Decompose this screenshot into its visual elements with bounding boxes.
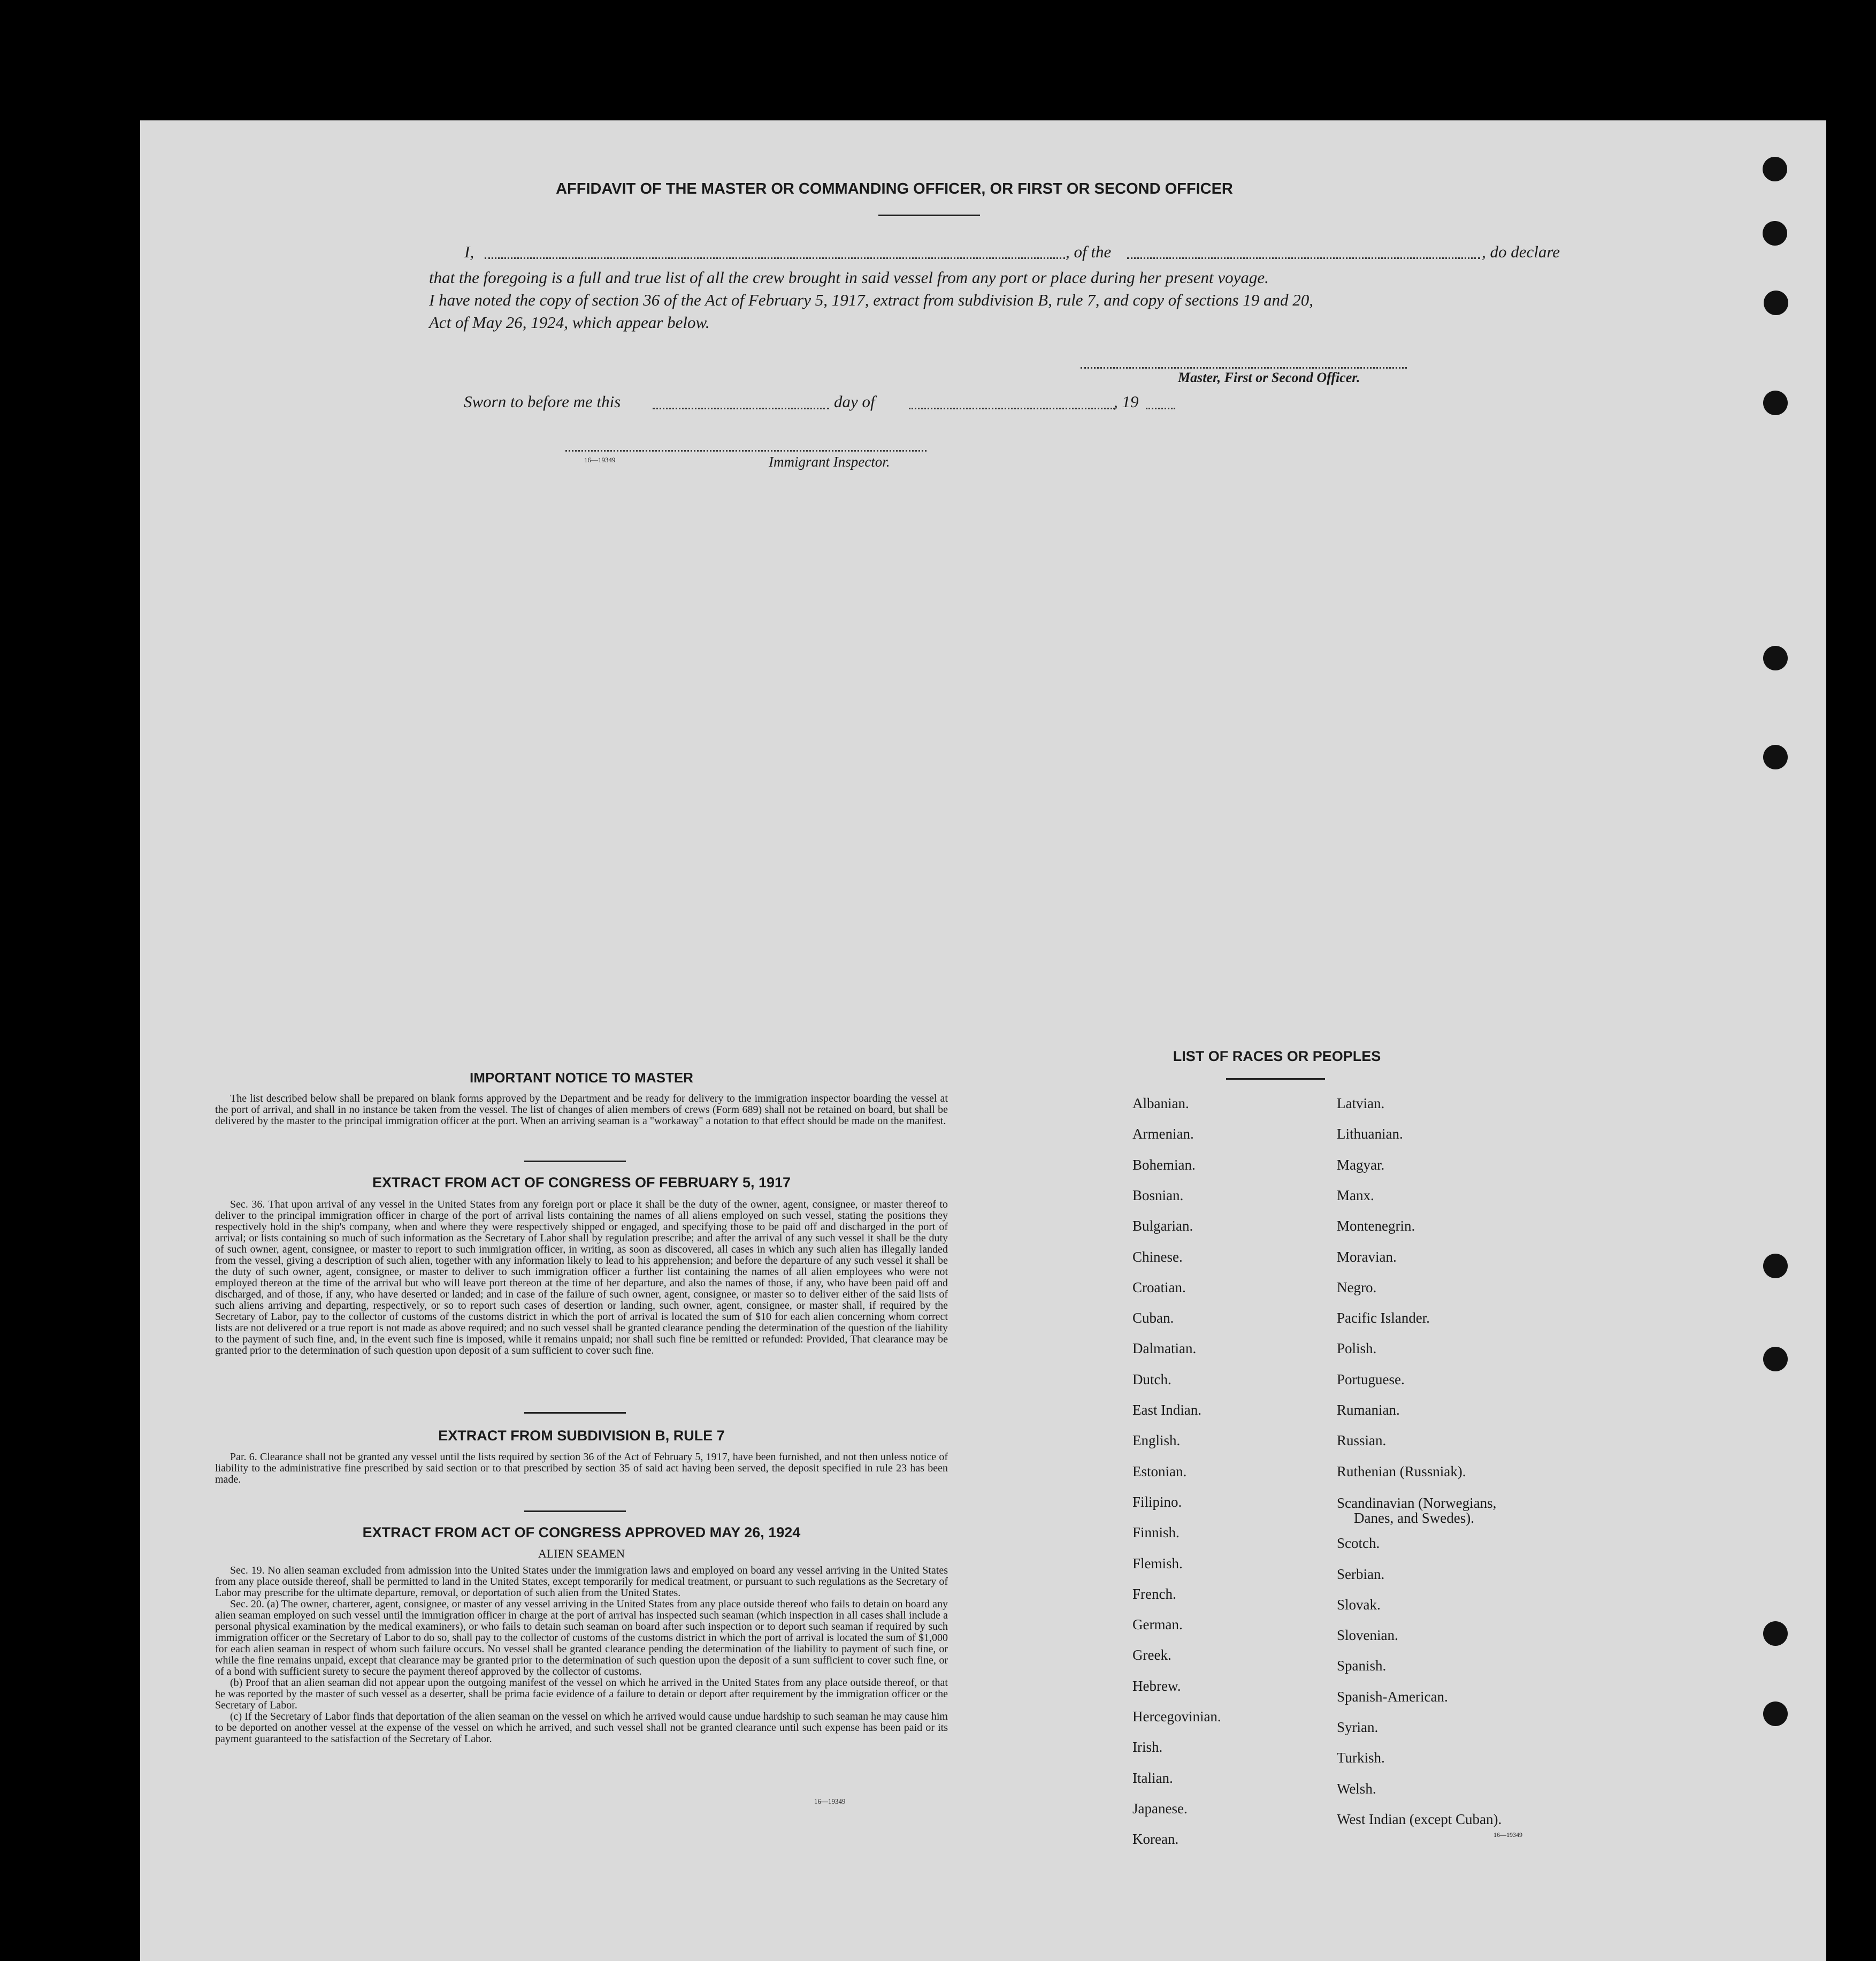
race-item: Polish. [1337,1340,1377,1357]
race-item: Hebrew. [1132,1677,1181,1694]
title-underline [878,215,980,216]
rule7-body: Par. 6. Clearance shall not be granted any vessel until the lists required by section 36 of the Act of February 5, 1917, have been furnished, and not then unless notice of liability to the administrative fine prescribed by said section or to that prescribed by section 35 of said act having been served, the deposit specified in rule 23 has been made. [215,1451,948,1485]
affidavit-line4: Act of May 26, 1924, which appear below. [429,313,710,332]
race-item: Greek. [1132,1647,1171,1664]
binder-hole [1763,157,1787,181]
sworn-month-blank[interactable] [909,408,1115,409]
race-item: Japanese. [1132,1800,1188,1817]
binder-hole [1763,646,1788,670]
extract-1917-title: EXTRACT FROM ACT OF CONGRESS OF FEBRUARY 5, 1917 [372,1174,791,1191]
name-blank[interactable] [485,257,1065,259]
affidavit-title: AFFIDAVIT OF THE MASTER OR COMMANDING OFFICER, OR FIRST OR SECOND OFFICER [556,180,1233,197]
race-item: Estonian. [1132,1463,1187,1479]
race-item: Slovak. [1337,1596,1381,1613]
race-item: Bosnian. [1132,1187,1184,1203]
binder-hole [1763,745,1788,769]
race-item: German. [1132,1616,1183,1633]
race-item: Negro. [1337,1279,1377,1295]
rule7-title: EXTRACT FROM SUBDIVISION B, RULE 7 [438,1428,725,1444]
race-item: Armenian. [1132,1126,1194,1142]
binder-hole [1763,391,1788,415]
affidavit-line1-i: I, [464,242,474,261]
race-item: Rumanian. [1337,1402,1400,1418]
affidavit-line1-declare: , do declare [1482,242,1560,261]
race-item: Russian. [1337,1432,1387,1449]
race-item: Danes, and Swedes). [1354,1509,1474,1526]
section-20a-paragraph: Sec. 20. (a) The owner, charterer, agent, consignee, or master of any vessel arriving in the United States from any place outside thereof who fails to detain on board any alien seaman employed on such vessel until the immigration officer in charge at the port of arrival has inspected such seaman (which inspection in all cases shall include a personal physical examination by the medical examiners), or who fails to detain such seaman on board after such inspection or to deport such seaman if required by such immigration officer or the Secretary of Labor to do so, shall pay to the collector of customs of the customs district in which the port of arrival is located the sum of $1,000 for each alien seaman in respect of whom such failure occurs. No vessel shall be granted clearance pending the determination of the liability to payment of such fine, or while the fine remains unpaid, except that clearance may be granted prior to the determination of such question upon the deposit of a sum sufficient to cover such fine, or of a bond with sufficient surety to secure the payment thereof approved by the collector of customs. [215,1598,948,1677]
inspector-blank[interactable] [565,450,926,452]
extract-1924-title: EXTRACT FROM ACT OF CONGRESS APPROVED MAY 26, 1924 [362,1524,801,1540]
race-item: Bohemian. [1132,1156,1196,1173]
binder-hole [1763,1347,1788,1371]
race-item: Hercegovinian. [1132,1708,1221,1725]
affidavit-form-number: 16—19349 [584,456,616,464]
section-19-paragraph: Sec. 19. No alien seaman excluded from admission into the United States under the immigration laws and employed on board any vessel arriving in the United States from any place outside thereof, shall be permitted to land in the United States, except temporarily for medical treatment, or pursuant to such regulations as the Secretary of Labor may prescribe for the ultimate departure, removal, or deportation of such alien from the United States. [215,1565,948,1599]
signature-label: Master, First or Second Officer. [1178,370,1360,385]
race-item: Albanian. [1132,1095,1189,1111]
race-item: English. [1132,1432,1181,1449]
race-item: Italian. [1132,1769,1173,1786]
race-item: Magyar. [1337,1156,1385,1173]
race-item: Scandinavian (Norwegians, [1337,1494,1497,1511]
race-item: Spanish. [1337,1658,1387,1674]
race-item: Dalmatian. [1132,1340,1197,1357]
section-20c-paragraph: (c) If the Secretary of Labor finds that deportation of the alien seaman on the vessel on which he arrived would cause undue hardship to such seaman he may cause him to be deported on another vessel at the expense of the vessel on which he arrived, and such vessel shall not be granted clearance until such expense has been paid or its payment guaranteed to the satisfaction of the Secretary of Labor. [215,1711,948,1745]
race-item: Syrian. [1337,1719,1379,1735]
race-item: Pacific Islander. [1337,1310,1430,1326]
race-item: Spanish-American. [1337,1688,1448,1705]
races-underline [1226,1078,1325,1080]
race-item: Finnish. [1132,1524,1180,1541]
race-item: Portuguese. [1337,1371,1405,1387]
sworn-text: Sworn to before me this [464,392,621,411]
race-item: Ruthenian (Russniak). [1337,1463,1466,1479]
race-item: Flemish. [1132,1555,1183,1571]
binder-hole [1763,1621,1788,1646]
divider-2 [524,1412,626,1414]
race-item: West Indian (except Cuban). [1337,1811,1502,1827]
binder-hole [1763,1254,1788,1278]
divider-1 [524,1161,626,1162]
race-item: Bulgarian. [1132,1218,1193,1234]
race-item: French. [1132,1585,1176,1602]
race-item: Filipino. [1132,1493,1182,1510]
race-item: Manx. [1337,1187,1374,1203]
sworn-year-blank[interactable] [1146,408,1175,409]
race-item: Welsh. [1337,1780,1376,1797]
races-title: LIST OF RACES OR PEOPLES [1173,1048,1381,1064]
race-item: Scotch. [1337,1535,1380,1552]
race-item: Moravian. [1337,1248,1397,1265]
races-form-number: 16—19349 [1494,1831,1522,1838]
race-item: Turkish. [1337,1750,1385,1766]
race-item: Montenegrin. [1337,1218,1415,1234]
alien-seamen-subtitle: ALIEN SEAMEN [538,1547,625,1560]
binder-hole [1763,1701,1788,1726]
section-20b-paragraph: (b) Proof that an alien seaman did not appear upon the outgoing manifest of the vessel on which he arrived in the United States from any place outside thereof, or that he was reported by the master of such vessel as a deserter, shall be prima facie evidence of a failure to detain or deport after requirement by the immigration officer or the Secretary of Labor. [215,1677,948,1711]
document-page [140,120,1826,1961]
race-item: Latvian. [1337,1095,1385,1111]
day-of-text: day of [834,392,875,411]
vessel-blank[interactable] [1127,257,1480,259]
race-item: Slovenian. [1337,1627,1398,1644]
year-prefix: , 19 [1114,392,1139,411]
left-form-number: 16—19349 [814,1797,846,1805]
race-item: East Indian. [1132,1402,1201,1418]
notice-title: IMPORTANT NOTICE TO MASTER [470,1070,693,1086]
race-item: Cuban. [1132,1310,1174,1326]
race-item: Lithuanian. [1337,1126,1403,1142]
binder-hole [1764,291,1788,315]
inspector-label: Immigrant Inspector. [769,454,890,470]
race-item: Irish. [1132,1739,1163,1756]
sworn-day-blank[interactable] [653,408,829,409]
signature-blank[interactable] [1081,367,1407,369]
divider-3 [524,1510,626,1512]
notice-body: The list described below shall be prepared on blank forms approved by the Department and be ready for delivery to the immigration inspector boarding the vessel at the port of arrival, and shall in no instance be taken from the vessel. The list of changes of alien members of crews (Form 689) shall not be retained on board, but shall be delivered by the master to the principal immigration officer at the port. When an arriving seaman is a "workaway" a notation to that effect should be made on the manifest. [215,1093,948,1127]
race-item: Croatian. [1132,1279,1186,1295]
extract-1924-body [215,1565,948,1745]
affidavit-line3: I have noted the copy of section 36 of the Act of February 5, 1917, extract from subdivision B, rule 7, and copy of sections 19 and 20, [429,291,1314,309]
affidavit-line1-of-the: , of the [1066,242,1112,261]
extract-1917-body: Sec. 36. That upon arrival of any vessel in the United States from any foreign port or place it shall be the duty of the owner, agent, consignee, or master thereof to deliver to the principal immigration officer in charge of the port of arrival lists containing the names of all aliens employed on such vessel, stating the positions they respectively hold in the ship's company, when and where they were respectively shipped or engaged, and specifying those to be paid off and discharged in the port of arrival; or lists containing so much of such information as the Secretary of Labor shall by regulation prescribe; and after the arrival of any such vessel it shall be the duty of such owner, agent, consignee, or master to report to such immigration officer, in writing, as soon as discovered, all cases in which any such alien has illegally landed from the vessel, giving a description of such alien, together with any information likely to lead to his apprehension; and before the departure of any such vessel it shall be the duty of such owner, agent, consignee, or master to deliver to such immigration officer a further list containing the names of all alien employees who were not employed thereon at the time of the arrival but who will leave port thereon at the time of her departure, and also the names of those, if any, who have been paid off and discharged, and of those, if any, who have deserted or landed; and in case of the failure of such owner, agent, consignee, or master so to deliver either of the said lists of such aliens arriving and departing, respectively, or so to report such cases of desertion or landing, such owner, agent, consignee, or master shall, if required by the Secretary of Labor, pay to the collector of customs of the customs district in which the port of arrival is located the sum of $10 for each alien concerning whom correct lists are not delivered or a true report is not made as above required; and no such vessel shall be granted clearance pending the determination of the question of the liability to the payment of such fine, and, in the event such fine is imposed, while it remains unpaid; nor shall such fine be remitted or refunded: Provided, That clearance may be granted prior to the determination of such question upon deposit of a sum sufficient to cover such fine. [215,1199,948,1356]
binder-hole [1763,221,1787,246]
race-item: Chinese. [1132,1248,1183,1265]
race-item: Dutch. [1132,1371,1171,1387]
race-item: Korean. [1132,1831,1179,1848]
race-item: Serbian. [1337,1566,1385,1582]
affidavit-line2: that the foregoing is a full and true list of all the crew brought in said vessel from any port or place during her present voyage. [429,268,1269,287]
